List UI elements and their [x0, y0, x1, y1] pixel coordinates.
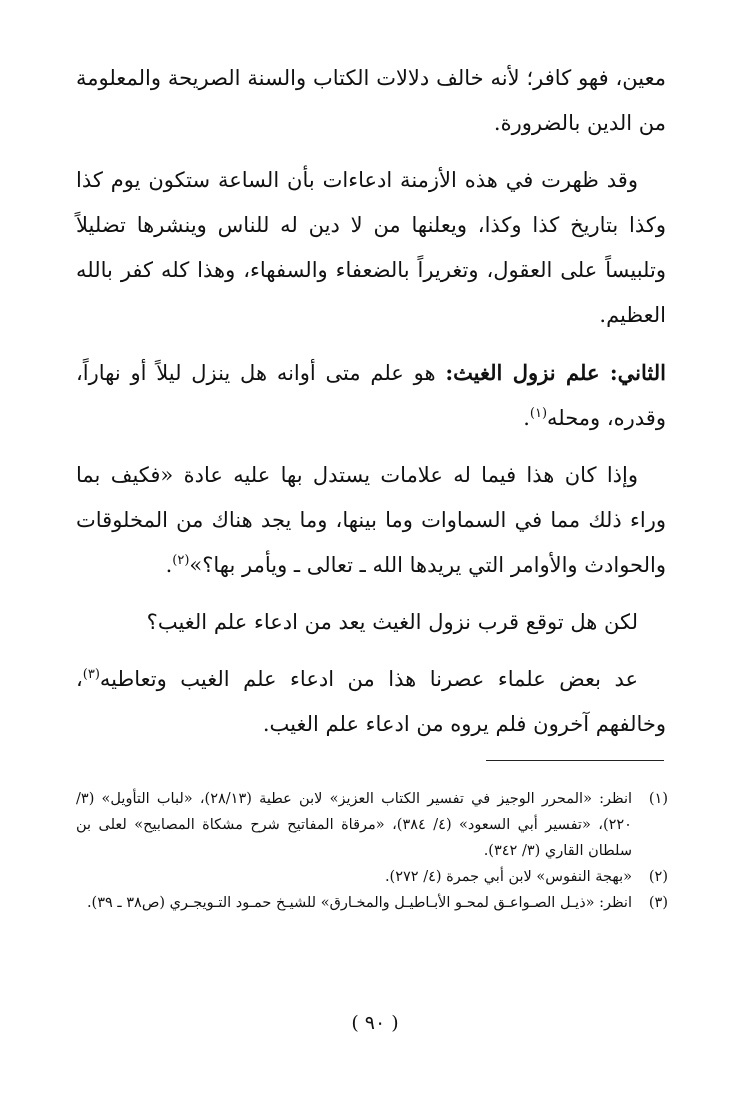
- footnote-text: انظر: «ذيـل الصـواعـق لمحـو الأبـاطيـل والمخـارق» للشيـخ حمـود التـويجـري (ص٣٨ ـ ٣٩).: [86, 895, 632, 911]
- footnote-number: (١): [648, 791, 668, 807]
- footnotes: [76, 786, 668, 916]
- main-text: [76, 56, 666, 747]
- footnote-item: [76, 864, 668, 890]
- footnote-ref-1[interactable]: (١): [529, 406, 548, 421]
- footnote-item: [76, 786, 668, 864]
- footnote-ref-2[interactable]: (٢): [172, 553, 190, 568]
- paragraph-5: لكن هل توقع قرب نزول الغيث يعد من ادعاء علم الغيب؟: [146, 610, 638, 634]
- paragraph-3: [76, 350, 666, 441]
- footnote-number: (٢): [648, 869, 668, 885]
- paragraph-6-text: عد بعض علماء عصرنا هذا من ادعاء علم الغيب وتعاطيه: [99, 667, 638, 691]
- footnote-number: (٣): [648, 895, 668, 911]
- paragraph-4: [76, 453, 666, 588]
- paragraph-4-end: .: [165, 553, 173, 577]
- footnote-separator: [486, 760, 664, 761]
- paragraph-3-end: .: [523, 406, 530, 430]
- paragraph-6-end: ، وخالفهم آخرون فلم يروه من ادعاء علم الغيب.: [76, 667, 666, 736]
- paragraph-6: [76, 657, 666, 747]
- paragraph-3-text: هو علم متى أوانه هل ينزل ليلاً أو نهاراً، وقدره، ومحله: [76, 361, 666, 430]
- footnote-text: انظر: «المحرر الوجيز في تفسير الكتاب العزيز» لابن عطية (٢٨/١٣)، «لباب التأويل» (٣/ ٢٢٠)، «تفسير أبي السعود» (٤/ ٣٨٤)، «مرقاة المفاتيح شرح مشكاة المصابيح» لعلى بن سلطان القاري (٣/ ٣٤٢).: [76, 791, 633, 859]
- paragraph-1: معين، فهو كافر؛ لأنه خالف دلالات الكتاب والسنة الصريحة والمعلومة من الدين بالضرورة.: [76, 66, 666, 135]
- footnote-ref-3[interactable]: (٣): [82, 667, 100, 682]
- section-label: الثاني: علم نزول الغيث:: [445, 360, 666, 385]
- paragraph-2: وقد ظهرت في هذه الأزمنة ادعاءات بأن الساعة ستكون يوم كذا وكذا بتاريخ كذا وكذا، ويعلنها من لا دين له للناس وينشرها تضليلاً وتلبيساً على العقول، وتغريراً بالضعفاء والسفهاء، وهذا كله كفر بالله العظيم.: [76, 168, 666, 327]
- page-number: ( ٩٠ ): [351, 1012, 399, 1034]
- paragraph-4-text: وإذا كان هذا فيما له علامات يستدل بها عليه عادة «فكيف بما وراء ذلك مما في السماوات وما بينها، وما يجد هناك من المخلوقات والحوادث والأوامر التي يريدها الله ـ تعالى ـ ويأمر بها؟»: [76, 463, 666, 577]
- footnote-item: [76, 890, 668, 916]
- footnote-text: «بهجة النفوس» لابن أبي جمرة (٤/ ٢٧٢).: [384, 869, 632, 885]
